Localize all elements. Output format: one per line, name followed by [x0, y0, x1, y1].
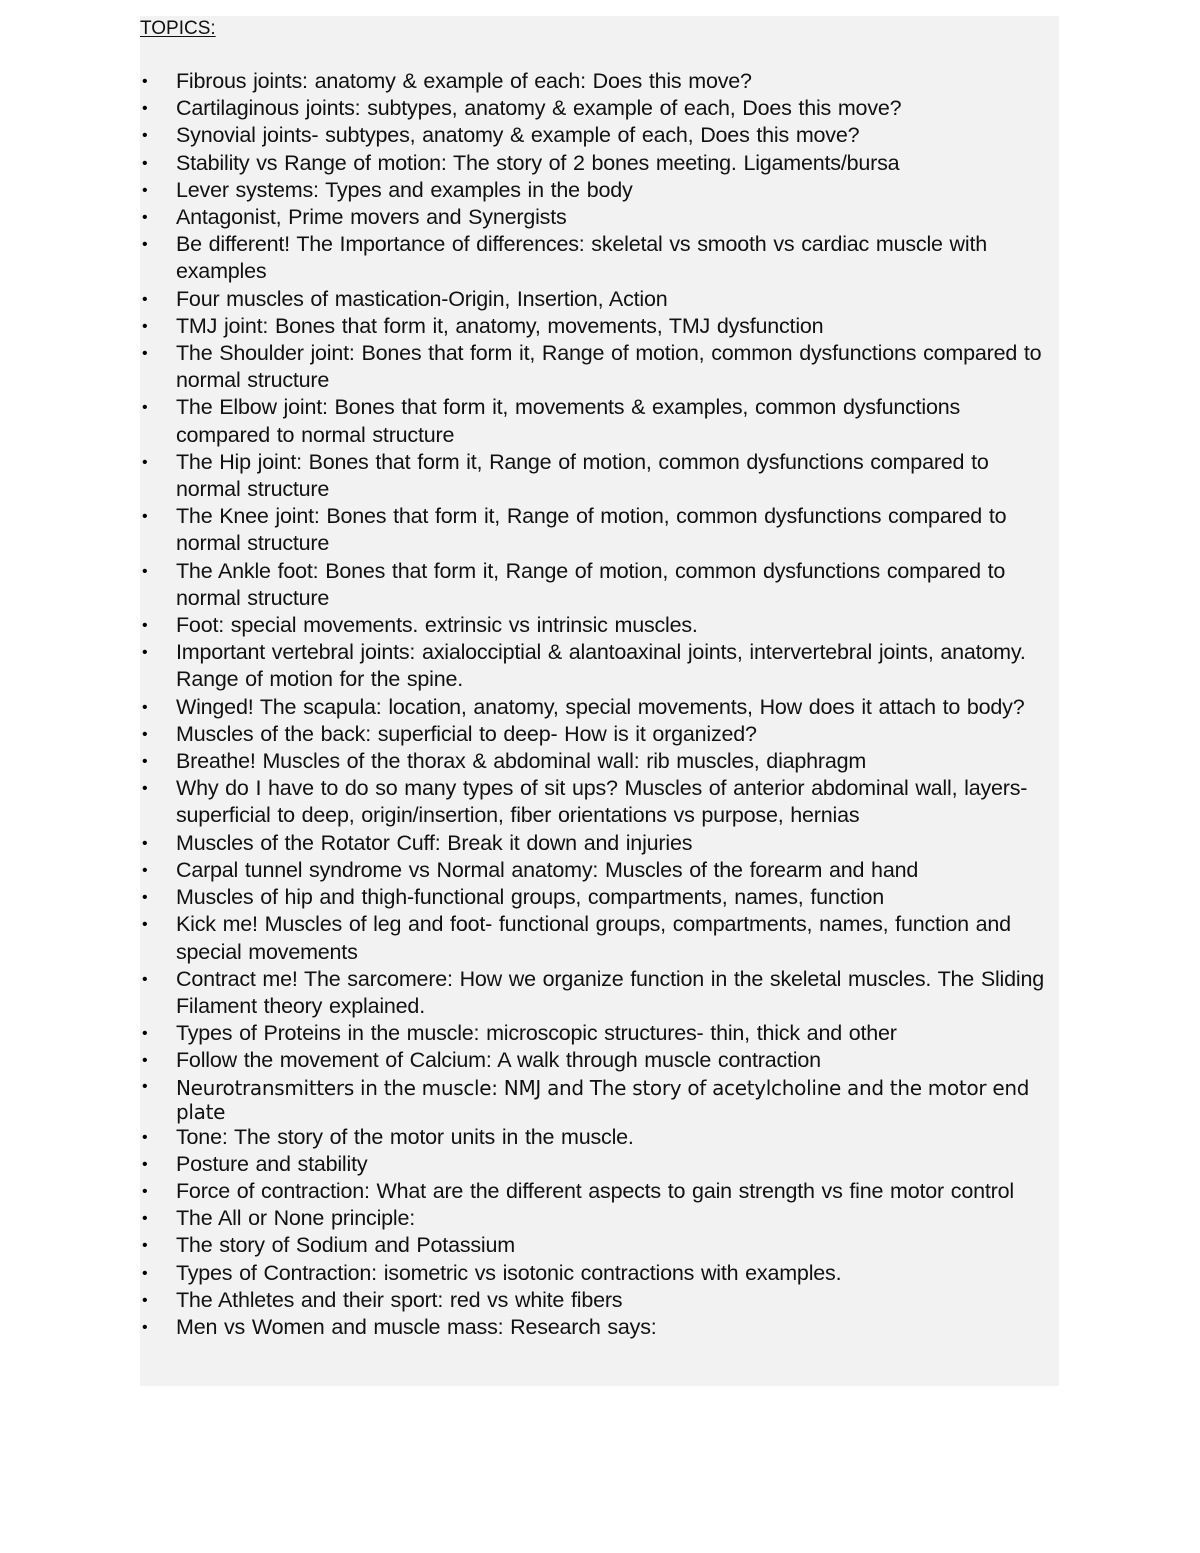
list-item	[140, 1178, 1059, 1205]
list-item	[140, 177, 1059, 204]
bullet-icon: •	[142, 1155, 148, 1173]
topic-text: Force of contraction: What are the different aspects to gain strength vs fine motor control	[176, 1178, 1014, 1203]
bullet-icon: •	[142, 508, 148, 526]
bullet-icon: •	[142, 181, 148, 199]
topic-text: Tone: The story of the motor units in the muscle.	[176, 1124, 634, 1149]
bullet-icon: •	[142, 317, 148, 335]
list-item	[140, 313, 1059, 340]
list-item	[140, 911, 1059, 965]
topic-text: Four muscles of mastication-Origin, Insertion, Action	[176, 286, 668, 311]
list-item	[140, 204, 1059, 231]
topic-text: Synovial joints- subtypes, anatomy & example of each, Does this move?	[176, 123, 860, 148]
topic-text: Carpal tunnel syndrome vs Normal anatomy: Muscles of the forearm and hand	[176, 857, 919, 882]
bullet-icon: •	[142, 209, 148, 227]
list-item	[140, 1151, 1059, 1178]
bullet-icon: •	[142, 1264, 148, 1282]
list-item	[140, 95, 1059, 122]
bullet-icon: •	[142, 780, 148, 798]
topics-document	[140, 16, 1059, 1386]
bullet-icon: •	[142, 916, 148, 934]
list-item	[140, 231, 1059, 285]
topic-text: Antagonist, Prime movers and Synergists	[176, 205, 567, 230]
list-item	[140, 340, 1059, 394]
bullet-icon: •	[142, 1237, 148, 1255]
bullet-icon: •	[142, 753, 148, 771]
bullet-icon: •	[142, 562, 148, 580]
list-item	[140, 503, 1059, 557]
topic-text: The Hip joint: Bones that form it, Range of motion, common dysfunctions compared to normal structure	[176, 449, 989, 502]
list-item	[140, 150, 1059, 177]
bullet-icon: •	[142, 236, 148, 254]
list-item	[140, 748, 1059, 775]
bullet-icon: •	[142, 1077, 148, 1095]
list-item	[140, 612, 1059, 639]
topic-text: The Elbow joint: Bones that form it, movements & examples, common dysfunctions compared to normal structure	[176, 395, 961, 447]
list-item	[140, 68, 1059, 95]
topic-text: Foot: special movements. extrinsic vs intrinsic muscles.	[176, 613, 698, 638]
topic-text: Fibrous joints: anatomy & example of each: Does this move?	[176, 69, 752, 93]
bullet-icon: •	[142, 861, 148, 879]
bullet-icon: •	[142, 345, 148, 363]
topic-text: Stability vs Range of motion: The story of 2 bones meeting. Ligaments/bursa	[176, 150, 900, 175]
bullet-icon: •	[142, 889, 148, 907]
list-item	[140, 1205, 1059, 1232]
list-item	[140, 857, 1059, 884]
topic-text: Men vs Women and muscle mass: Research says:	[176, 1314, 657, 1339]
list-item	[140, 694, 1059, 721]
topic-text: Follow the movement of Calcium: A walk through muscle contraction	[176, 1048, 821, 1073]
topic-text: Muscles of the back: superficial to deep- How is it organized?	[176, 721, 757, 746]
bullet-icon: •	[142, 1182, 148, 1200]
bullet-icon: •	[142, 970, 148, 988]
topic-text: Kick me! Muscles of leg and foot- functional groups, compartments, names, function and special movements	[176, 912, 1011, 964]
bullet-icon: •	[142, 698, 148, 716]
topic-list	[140, 68, 1059, 1341]
list-item	[140, 394, 1059, 448]
bullet-icon: •	[142, 73, 148, 90]
topic-text: The Shoulder joint: Bones that form it, Range of motion, common dysfunctions compared to normal structure	[176, 341, 1042, 393]
topic-text: Be different! The Importance of differences: skeletal vs smooth vs cardiac muscle with examples	[176, 232, 987, 284]
list-item	[140, 1260, 1059, 1287]
bullet-icon: •	[142, 127, 148, 145]
bullet-icon: •	[142, 1128, 148, 1146]
list-item	[140, 721, 1059, 748]
list-item	[140, 1232, 1059, 1259]
topic-text: Neurotransmitters in the muscle: NMJ and The story of acetylcholine and the motor end plate	[176, 1075, 1030, 1124]
list-item	[140, 122, 1059, 149]
list-item	[140, 286, 1059, 313]
bullet-icon: •	[142, 617, 148, 635]
list-item	[140, 1287, 1059, 1314]
topic-text: Why do I have to do so many types of sit ups? Muscles of anterior abdominal wall, layers-superficial to deep, origin/insertion, fiber orientations vs purpose, hernias	[176, 776, 1028, 828]
bullet-icon: •	[142, 399, 148, 417]
bullet-icon: •	[142, 834, 148, 852]
topic-text: The Knee joint: Bones that form it, Range of motion, common dysfunctions compared to normal structure	[176, 504, 1007, 556]
list-item	[140, 830, 1059, 857]
topic-text: Types of Proteins in the muscle: microscopic structures- thin, thick and other	[176, 1021, 897, 1046]
topic-text: Important vertebral joints: axialocciptial & alantoaxinal joints, intervertebral joints, anatomy. Range of motion for the spine.	[176, 640, 1026, 692]
list-item	[140, 775, 1059, 829]
topics-heading: TOPICS:	[140, 18, 216, 39]
topic-text: The story of Sodium and Potassium	[176, 1233, 515, 1258]
bullet-icon: •	[142, 1025, 148, 1043]
topic-text: Cartilaginous joints: subtypes, anatomy & example of each, Does this move?	[176, 96, 902, 121]
list-item	[140, 884, 1059, 911]
bullet-icon: •	[142, 290, 148, 308]
list-item	[140, 1314, 1059, 1341]
list-item	[140, 558, 1059, 612]
bullet-icon: •	[142, 1318, 148, 1336]
topic-text: Contract me! The sarcomere: How we organize function in the skeletal muscles. The Sliding Filament theory explained.	[176, 966, 1044, 1018]
list-item	[140, 966, 1059, 1020]
list-item	[140, 639, 1059, 693]
topic-text: Lever systems: Types and examples in the body	[176, 177, 633, 202]
topic-text: The Athletes and their sport: red vs white fibers	[176, 1287, 623, 1312]
bullet-icon: •	[142, 100, 148, 118]
bullet-icon: •	[142, 154, 148, 172]
topic-text: The Ankle foot: Bones that form it, Range of motion, common dysfunctions compared to normal structure	[176, 558, 1006, 610]
topic-text: The All or None principle:	[176, 1206, 416, 1231]
list-item	[140, 449, 1059, 503]
topic-text: Breathe! Muscles of the thorax & abdominal wall: rib muscles, diaphragm	[176, 749, 867, 774]
bullet-icon: •	[142, 644, 148, 662]
topic-text: Muscles of hip and thigh-functional groups, compartments, names, function	[176, 885, 885, 910]
bullet-icon: •	[142, 725, 148, 743]
list-item	[140, 1047, 1059, 1074]
bullet-icon: •	[142, 1052, 148, 1070]
topic-text: Winged! The scapula: location, anatomy, special movements, How does it attach to body?	[176, 694, 1025, 719]
topic-text: Muscles of the Rotator Cuff: Break it down and injuries	[176, 830, 693, 855]
bullet-icon: •	[142, 453, 148, 471]
bullet-icon: •	[142, 1291, 148, 1309]
list-item	[140, 1020, 1059, 1047]
bullet-icon: •	[142, 1210, 148, 1228]
list-item	[140, 1124, 1059, 1151]
list-item	[140, 1075, 1059, 1124]
topic-text: Posture and stability	[176, 1151, 368, 1176]
topic-text: Types of Contraction: isometric vs isotonic contractions with examples.	[176, 1260, 842, 1285]
topic-text: TMJ joint: Bones that form it, anatomy, movements, TMJ dysfunction	[176, 313, 824, 338]
